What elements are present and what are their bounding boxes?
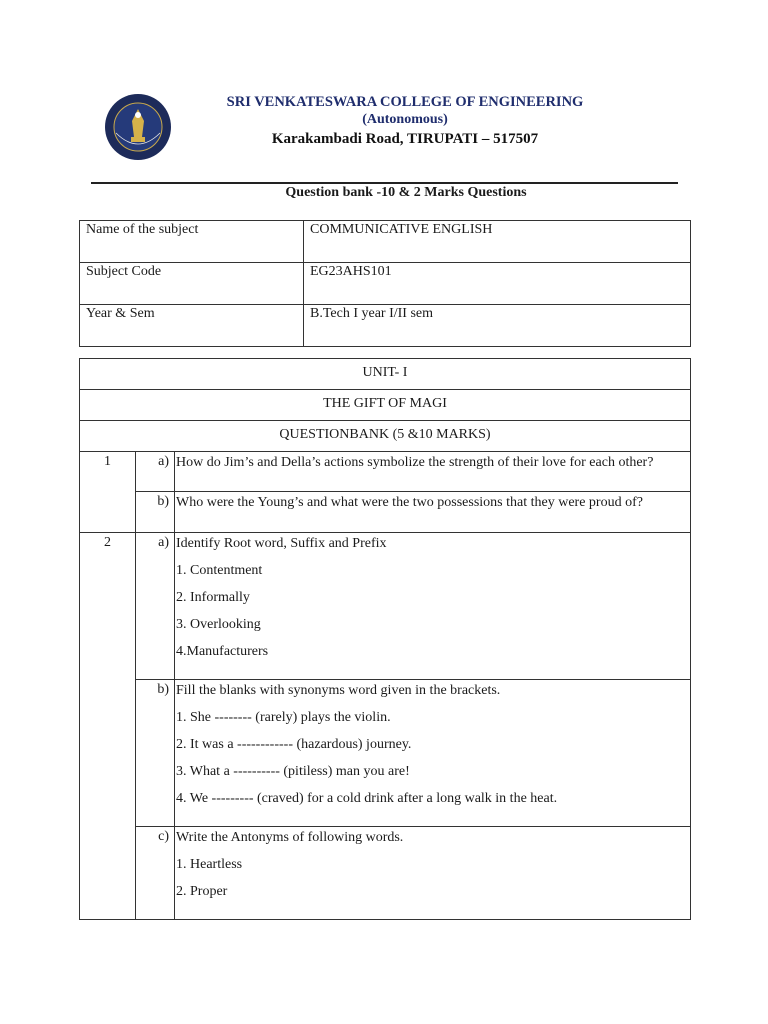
college-name: SRI VENKATESWARA COLLEGE OF ENGINEERING: [226, 94, 584, 110]
question-part-row: [80, 680, 691, 827]
question-line: 2. Proper: [176, 884, 228, 899]
question-line: 4.Manufacturers: [176, 644, 269, 659]
part-label: b): [136, 492, 175, 533]
question-table: [79, 358, 691, 920]
info-row: [80, 305, 691, 347]
subject-info-table: [79, 220, 691, 347]
question-number: 1: [80, 452, 136, 533]
part-text: [175, 680, 691, 827]
question-line: 1. Heartless: [176, 857, 243, 872]
question-line: 1. She -------- (rarely) plays the violin.: [176, 710, 391, 725]
question-part-row: [80, 827, 691, 920]
question-line: How do Jim’s and Della’s actions symbolize the strength of their love for each other?: [176, 455, 654, 470]
part-label: a): [136, 452, 175, 492]
college-address: Karakambadi Road, TIRUPATI – 517507: [271, 131, 539, 147]
info-row: [80, 221, 691, 263]
part-text: [175, 452, 691, 492]
question-part-row: [80, 492, 691, 533]
info-label: Subject Code: [80, 263, 304, 305]
lesson-title: THE GIFT OF MAGI: [80, 390, 691, 421]
question-part-row: [80, 452, 691, 492]
question-line: Who were the Young’s and what were the two possessions that they were proud of?: [176, 495, 643, 510]
autonomous-label: (Autonomous): [362, 112, 448, 127]
question-part-row: [80, 533, 691, 680]
question-line: Fill the blanks with synonyms word given in the brackets.: [176, 683, 501, 698]
question-line: 4. We --------- (craved) for a cold drink after a long walk in the heat.: [176, 791, 558, 806]
info-label: Name of the subject: [80, 221, 304, 263]
part-label: a): [136, 533, 175, 680]
header-divider: [91, 182, 678, 184]
part-text: [175, 827, 691, 920]
question-line: 2. It was a ------------ (hazardous) journey.: [176, 737, 412, 752]
info-value: COMMUNICATIVE ENGLISH: [304, 221, 691, 263]
question-line: Write the Antonyms of following words.: [176, 830, 404, 845]
question-bank-label: QUESTIONBANK (5 &10 MARKS): [80, 421, 691, 452]
question-line: 1. Contentment: [176, 563, 263, 578]
part-label: c): [136, 827, 175, 920]
question-line: 3. Overlooking: [176, 617, 261, 632]
info-value: B.Tech I year I/II sem: [304, 305, 691, 347]
college-header: [0, 93, 768, 149]
question-number: 2: [80, 533, 136, 920]
info-row: [80, 263, 691, 305]
part-text: [175, 533, 691, 680]
question-line: 2. Informally: [176, 590, 250, 605]
question-line: Identify Root word, Suffix and Prefix: [176, 536, 387, 551]
info-value: EG23AHS101: [304, 263, 691, 305]
part-label: b): [136, 680, 175, 827]
info-label: Year & Sem: [80, 305, 304, 347]
document-title: Question bank -10 & 2 Marks Questions: [285, 185, 527, 200]
part-text: [175, 492, 691, 533]
unit-label: UNIT- I: [80, 359, 691, 390]
question-line: 3. What a ---------- (pitiless) man you are!: [176, 764, 410, 779]
